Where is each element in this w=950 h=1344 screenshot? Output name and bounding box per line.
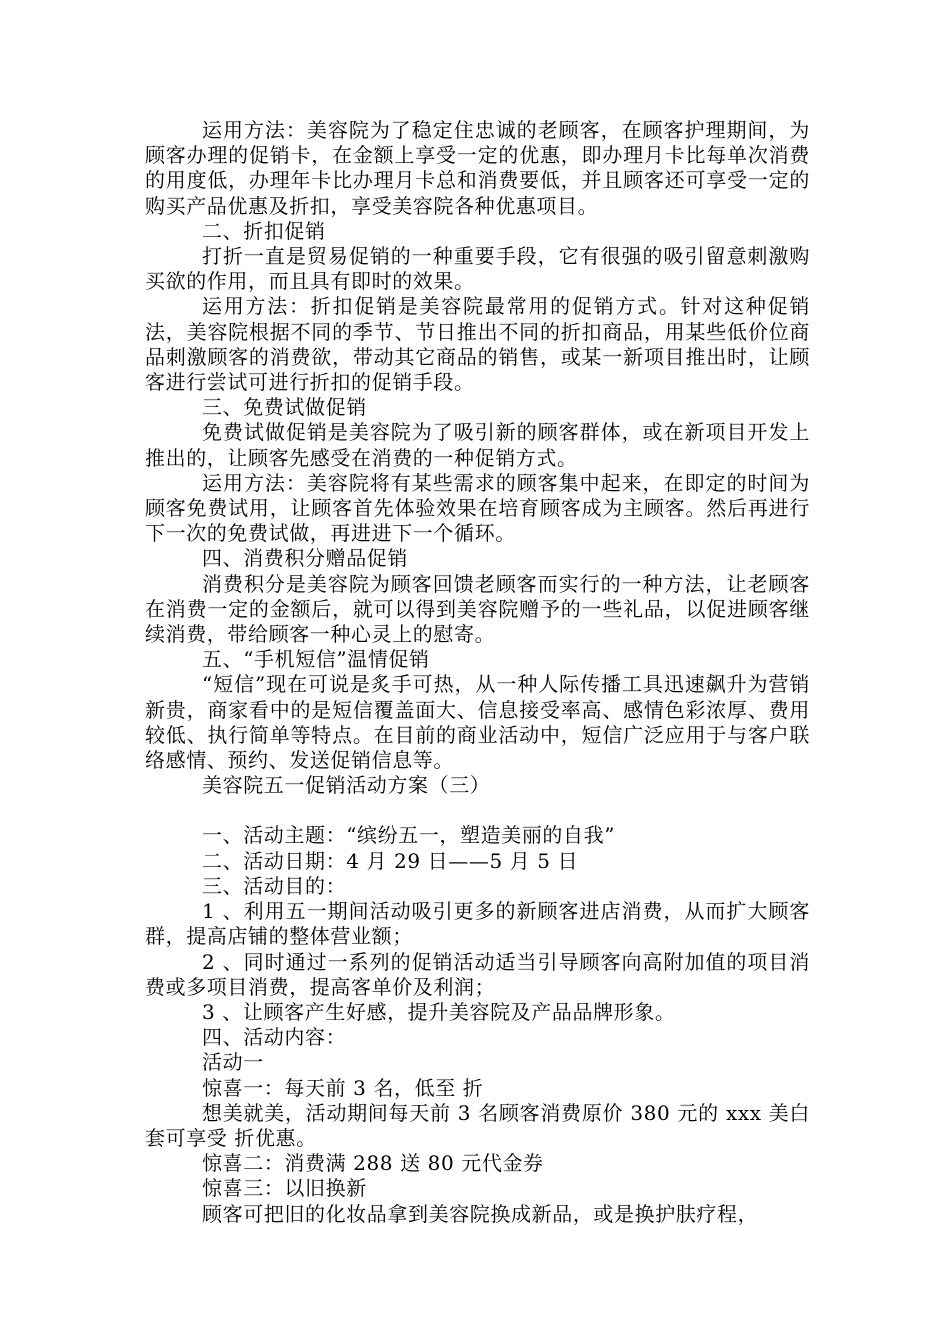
section-title-plan-three: 美容院五一促销活动方案（三） <box>202 773 491 798</box>
paragraph-points-gift: 消费积分是美容院为顾客回馈老顾客而实行的一种方法，让老顾客在消费一定的金额后，就可以得到美容院赠予的一些礼品，以促进顾客继续消费，带给顾客一种心灵上的慰寄。 <box>145 571 810 647</box>
surprise-two: 惊喜二：消费满 288 送 80 元代金券 <box>202 1151 544 1176</box>
paragraph-free-trial-method: 运用方法：美容院将有某些需求的顾客集中起来，在即定的时间为顾客免费试用，让顾客首先体验效果在培育顾客成为主顾客。然后再进行下一次的免费试做，再进进下一个循环。 <box>145 470 810 546</box>
blank-line <box>145 798 810 823</box>
surprise-three: 惊喜三：以旧换新 <box>202 1176 367 1201</box>
activity-one-label: 活动一 <box>202 1050 264 1075</box>
activity-date: 二、活动日期：4 月 29 日——5 月 5 日 <box>202 848 579 873</box>
paragraph-discount-intro: 打折一直是贸易促销的一种重要手段，它有很强的吸引留意刺激购买欲的作用，而且具有即时的效果。 <box>145 244 810 294</box>
surprise-three-detail: 顾客可把旧的化妆品拿到美容院换成新品，或是换护肤疗程， <box>202 1201 759 1226</box>
surprise-one: 惊喜一：每天前 3 名，低至 折 <box>202 1075 484 1100</box>
activity-theme: 一、活动主题：“缤纷五一，塑造美丽的自我” <box>202 823 616 848</box>
document-body <box>145 118 810 1227</box>
heading-sms-promotion: 五、“手机短信”温情促销 <box>202 647 430 672</box>
heading-activity-content: 四、活动内容： <box>202 1025 347 1050</box>
heading-points-gift: 四、消费积分赠品促销 <box>202 546 408 571</box>
purpose-item-1: 1 、利用五一期间活动吸引更多的新顾客进店消费，从而扩大顾客群，提高店铺的整体营业额； <box>145 899 810 949</box>
purpose-item-2: 2 、同时通过一系列的促销活动适当引导顾客向高附加值的项目消费或多项目消费，提高客单价及利润； <box>145 949 810 999</box>
purpose-item-3: 3 、让顾客产生好感，提升美容院及产品品牌形象。 <box>202 999 676 1024</box>
paragraph-discount-method: 运用方法：折扣促销是美容院最常用的促销方式。针对这种促销法，美容院根据不同的季节、节日推出不同的折扣商品，用某些低价位商品刺激顾客的消费欲，带动其它商品的销售，或某一新项目推出时，让顾客进行尝试可进行折扣的促销手段。 <box>145 294 810 395</box>
surprise-one-detail: 想美就美，活动期间每天前 3 名顾客消费原价 380 元的 xxx 美白套可享受 折优惠。 <box>145 1100 810 1150</box>
paragraph-sms-promotion: “短信”现在可说是炙手可热，从一种人际传播工具迅速飙升为营销新贵，商家看中的是短信覆盖面大、信息接受率高、感情色彩浓厚、费用较低、执行简单等特点。在目前的商业活动中，短信广泛应用于与客户联络感情、预约、发送促销信息等。 <box>145 672 810 773</box>
paragraph-membership-method: 运用方法：美容院为了稳定住忠诚的老顾客，在顾客护理期间，为顾客办理的促销卡，在金额上享受一定的优惠，即办理月卡比每单次消费的用度低，办理年卡比办理月卡总和消费要低，并且顾客还可享受一定的购买产品优惠及折扣，享受美容院各种优惠项目。 <box>145 118 810 218</box>
heading-activity-purpose: 三、活动目的： <box>202 873 347 898</box>
heading-discount-promotion: 二、折扣促销 <box>202 218 326 243</box>
heading-free-trial: 三、免费试做促销 <box>202 395 367 420</box>
paragraph-free-trial-intro: 免费试做促销是美容院为了吸引新的顾客群体，或在新项目开发上推出的，让顾客先感受在消费的一种促销方式。 <box>145 420 810 470</box>
